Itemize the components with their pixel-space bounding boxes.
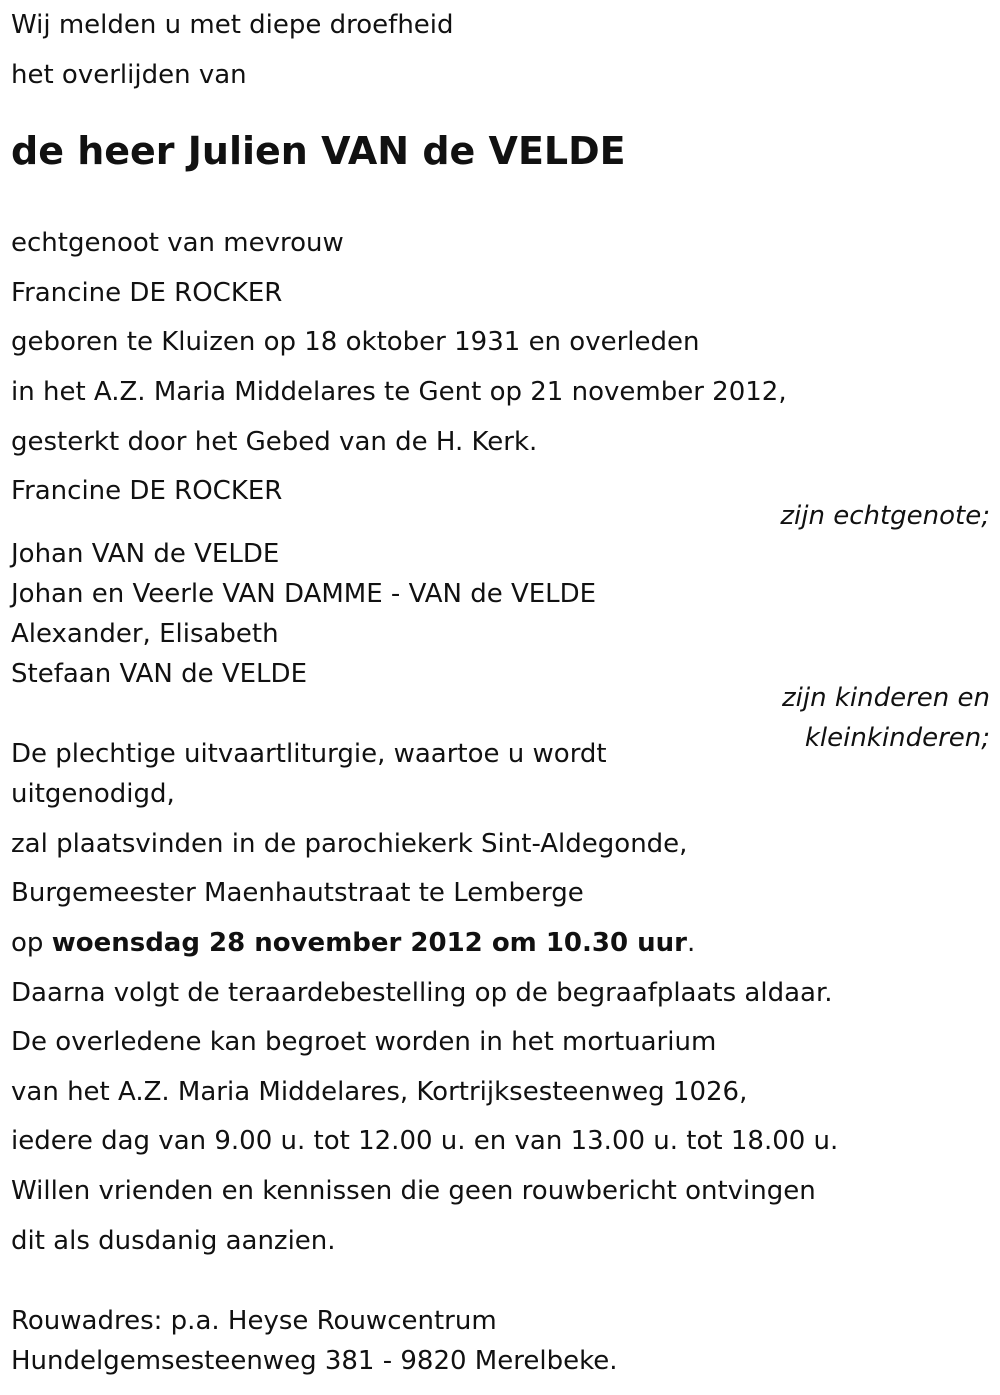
address-line-1: Rouwadres: p.a. Heyse Rouwcentrum (11, 1306, 497, 1336)
burial-line: Daarna volgt de teraardebestelling op de begraafplaats aldaar. (11, 978, 833, 1008)
viewing-line-2: van het A.Z. Maria Middelares, Kortrijksesteenweg 1026, (11, 1077, 748, 1107)
mourner-spouse-name: Francine DE ROCKER (11, 476, 283, 506)
intro-line-2: het overlijden van (11, 60, 247, 90)
intro-line-1: Wij melden u met diepe droefheid (11, 10, 454, 40)
viewing-hours-line: iedere dag van 9.00 u. tot 12.00 u. en van 13.00 u. tot 18.00 u. (11, 1126, 839, 1156)
address-line-2: Hundelgemsesteenweg 381 - 9820 Merelbeke. (11, 1346, 618, 1376)
spouse-name: Francine DE ROCKER (11, 278, 283, 308)
funeral-line-1: De plechtige uitvaartliturgie, waartoe u wordt (11, 739, 607, 769)
funeral-street-line: Burgemeester Maenhautstraat te Lemberge (11, 878, 584, 908)
funeral-church-line: zal plaatsvinden in de parochiekerk Sint-Aldegonde, (11, 829, 688, 859)
funeral-date: woensdag 28 november 2012 om 10.30 uur (51, 928, 687, 958)
mourner-child-name: Johan en Veerle VAN DAMME - VAN de VELDE (11, 579, 597, 609)
mourner-child-name: Stefaan VAN de VELDE (11, 659, 307, 689)
funeral-date-suffix: . (686, 928, 696, 958)
spouse-intro: echtgenoot van mevrouw (11, 228, 344, 258)
mourner-child-name: Johan VAN de VELDE (11, 539, 280, 569)
death-line: in het A.Z. Maria Middelares te Gent op 21 november 2012, (11, 377, 787, 407)
mourner-children-role-line-2: kleinkinderen; (804, 723, 990, 753)
mourner-spouse-role: zijn echtgenote; (780, 501, 990, 531)
sacrament-line: gesterkt door het Gebed van de H. Kerk. (11, 427, 538, 457)
mourner-children-role-line-1: zijn kinderen en (782, 683, 990, 713)
deceased-name: de heer Julien VAN de VELDE (11, 129, 626, 173)
mourner-grandchild-name: Alexander, Elisabeth (11, 619, 279, 649)
funeral-line-2: uitgenodigd, (11, 779, 175, 809)
birth-line: geboren te Kluizen op 18 oktober 1931 en overleden (11, 327, 700, 357)
funeral-date-prefix: op (11, 928, 52, 958)
viewing-line-1: De overledene kan begroet worden in het mortuarium (11, 1027, 717, 1057)
notice-line-2: dit als dusdanig aanzien. (11, 1226, 336, 1256)
funeral-date-line (11, 930, 695, 956)
notice-line-1: Willen vrienden en kennissen die geen rouwbericht ontvingen (11, 1176, 816, 1206)
